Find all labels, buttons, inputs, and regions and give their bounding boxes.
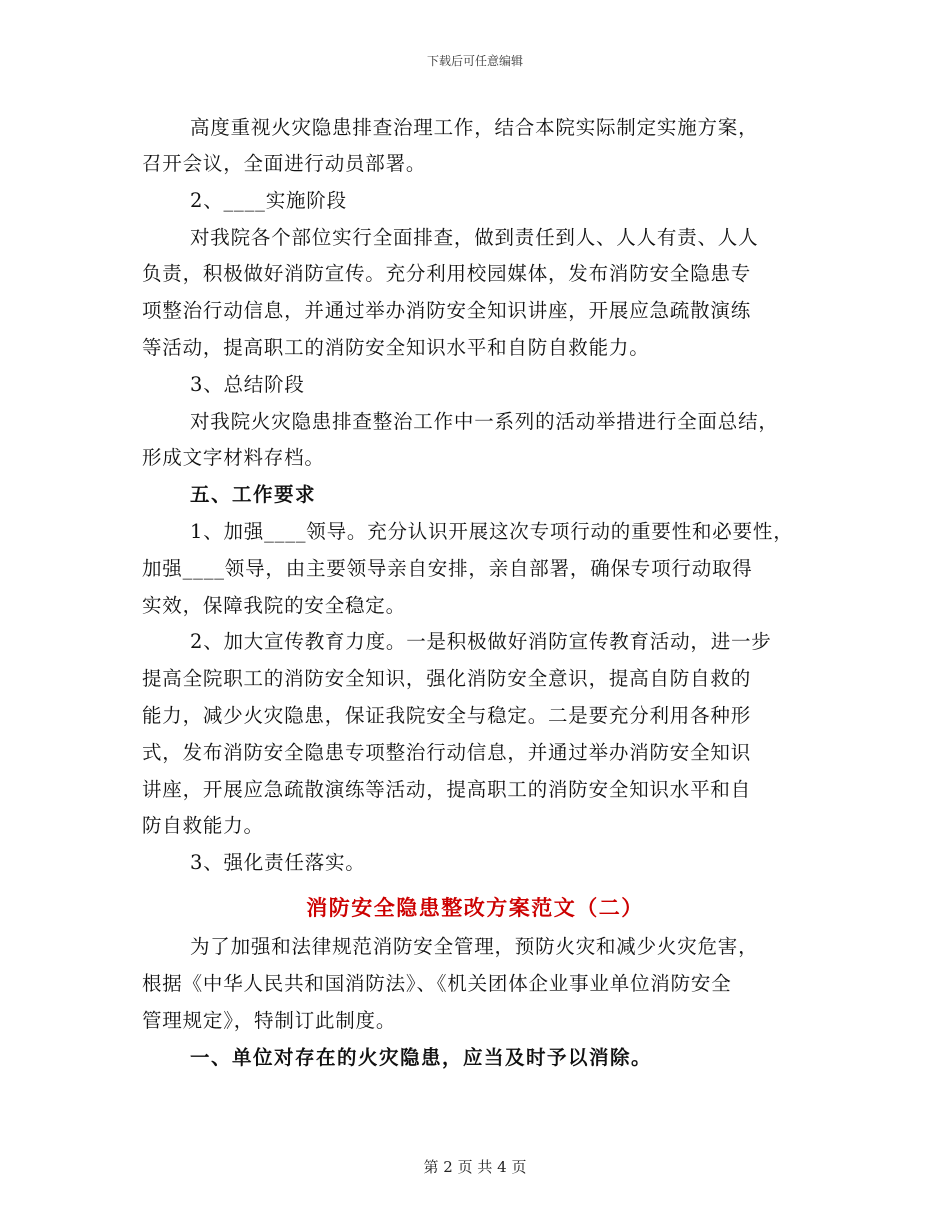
paragraph-line: 能力，减少火灾隐患，保证我院安全与稳定。二是要充分利用各种形 xyxy=(142,704,752,727)
paragraph-line: 2、加大宣传教育力度。一是积极做好消防宣传教育活动，进一步 xyxy=(190,630,772,653)
section-heading: 3、总结阶段 xyxy=(190,373,305,396)
document-title: 消防安全隐患整改方案范文（二） xyxy=(306,896,644,920)
paragraph-line: 根据《中华人民共和国消防法》、《机关团体企业事业单位消防安全 xyxy=(142,972,732,995)
paragraph-line: 形成文字材料存档。 xyxy=(142,446,325,469)
paragraph-line: 管理规定》，特制订此制度。 xyxy=(142,1009,397,1032)
paragraph-line: 等活动，提高职工的消防安全知识水平和自防自救能力。 xyxy=(142,336,650,359)
paragraph-line: 实效，保障我院的安全稳定。 xyxy=(142,594,406,617)
paragraph-line: 加强____领导，由主要领导亲自安排，亲自部署，确保专项行动取得 xyxy=(142,557,753,580)
page-header: 下载后可任意编辑 xyxy=(426,54,523,68)
section-heading-bold: 五、工作要求 xyxy=(190,483,317,506)
paragraph-line: 防自救能力。 xyxy=(142,814,264,837)
section-heading-bold: 一、单位对存在的火灾隐患，应当及时予以消除。 xyxy=(190,1046,653,1069)
paragraph-line: 召开会议，全面进行动员部署。 xyxy=(142,152,427,175)
paragraph-line: 式，发布消防安全隐患专项整治行动信息，并通过举办消防安全知识 xyxy=(142,741,752,764)
paragraph-line: 高度重视火灾隐患排查治理工作，结合本院实际制定实施方案， xyxy=(190,116,759,139)
paragraph-line: 讲座，开展应急疏散演练等活动，提高职工的消防安全知识水平和自 xyxy=(142,778,752,801)
page-footer: 第 2 页 共 4 页 xyxy=(423,1158,527,1176)
paragraph-line: 负责，积极做好消防宣传。充分利用校园媒体，发布消防安全隐患专 xyxy=(142,262,752,285)
paragraph-line: 1、加强____领导。充分认识开展这次专项行动的重要性和必要性， xyxy=(190,520,794,543)
section-heading: 3、强化责任落实。 xyxy=(190,851,366,874)
paragraph-line: 项整治行动信息，并通过举办消防安全知识讲座，开展应急疏散演练 xyxy=(142,299,752,322)
section-heading: 2、____实施阶段 xyxy=(190,189,347,212)
paragraph-line: 提高全院职工的消防安全知识，强化消防安全意识，提高自防自救的 xyxy=(142,667,752,690)
paragraph-line: 为了加强和法律规范消防安全管理，预防火灾和减少火灾危害， xyxy=(190,935,759,958)
paragraph-line: 对我院各个部位实行全面排查，做到责任到人、人人有责、人人 xyxy=(190,226,759,249)
paragraph-line: 对我院火灾隐患排查整治工作中一系列的活动举措进行全面总结， xyxy=(190,410,779,433)
